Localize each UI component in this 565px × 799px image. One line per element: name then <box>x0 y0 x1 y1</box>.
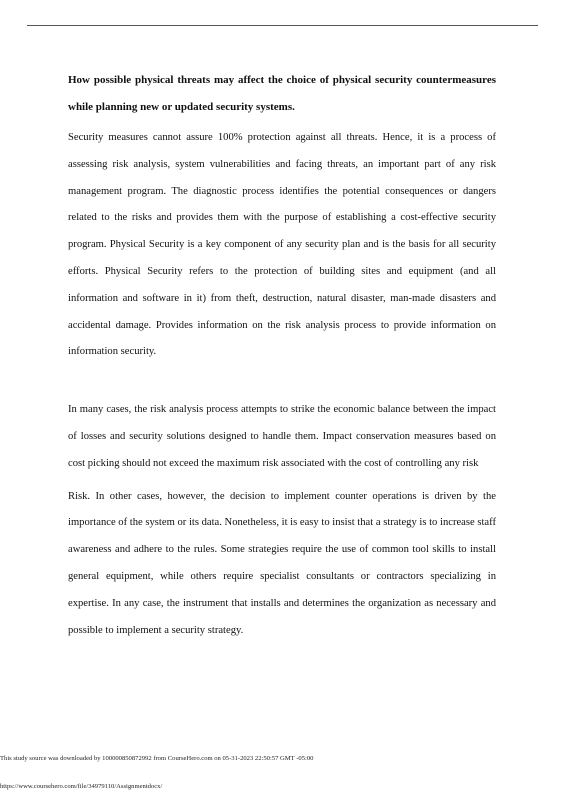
header-divider <box>27 25 538 26</box>
paragraph-1: Security measures cannot assure 100% protection against all threats. Hence, it is a process of assessing risk analysis, system vulnerabilities and facing threats, an important part of any risk management program. The diagnostic process identifies the potential consequences or dangers related to the risks and provides them with the purpose of establishing a cost-effective security program. Physical Security is a key component of any security plan and is the basis for all security efforts. Physical Security refers to the protection of building sites and equipment (and all information and software in it) from theft, destruction, natural disaster, man-made disasters and accidental damage. Provides information on the risk analysis process to provide information on information security. <box>68 132 496 358</box>
download-notice: This study source was downloaded by 100000850872992 from CourseHero.com on 05-31-2023 22:50:57 GMT -05:00 <box>0 755 314 762</box>
paragraph-2: In many cases, the risk analysis process attempts to strike the economic balance between the impact of losses and security solutions designed to handle them. Impact conservation measures based on cost picking should not exceed the maximum risk associated with the cost of controlling any risk <box>68 404 496 469</box>
document-heading: How possible physical threats may affect the choice of physical security countermeasures while planning new or updated security systems. <box>68 74 496 113</box>
source-url[interactable]: https://www.coursehero.com/file/34979110/Assignmentdocx/ <box>0 783 163 790</box>
document-body <box>68 67 496 644</box>
paragraph-3: Risk. In other cases, however, the decision to implement counter operations is driven by the importance of the system or its data. Nonetheless, it is easy to insist that a strategy is to increase staff awareness and adhere to the rules. Some strategies require the use of common tool skills to install general equipment, while others require specialist consultants or contractors specializing in expertise. In any case, the instrument that installs and determines the organization as necessary and possible to implement a security strategy. <box>68 490 496 636</box>
